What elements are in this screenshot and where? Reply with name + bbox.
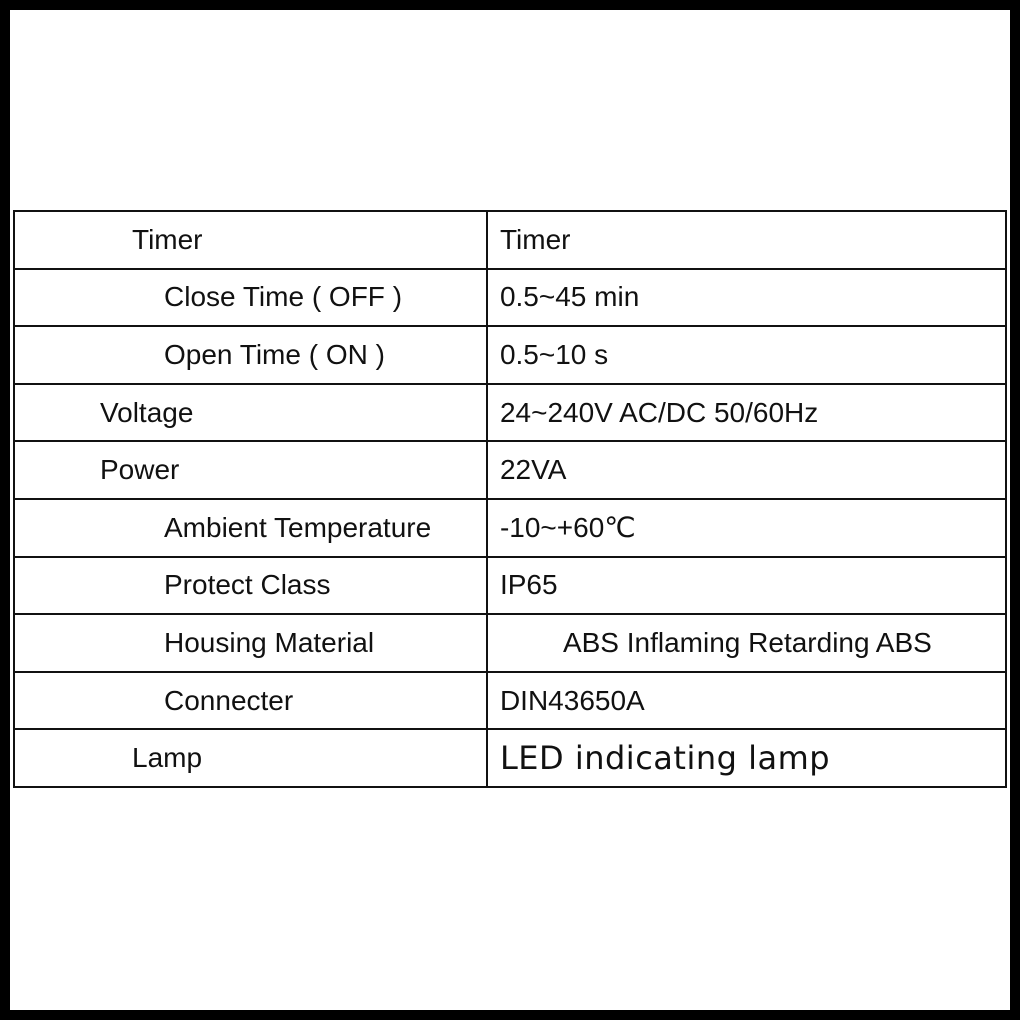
row-label-housing-material: Housing Material — [14, 614, 487, 672]
table-row — [14, 211, 1006, 269]
table-row — [14, 269, 1006, 327]
table-row — [14, 729, 1006, 787]
table-row — [14, 672, 1006, 730]
row-value-connecter: DIN43650A — [487, 672, 1006, 730]
table-row — [14, 326, 1006, 384]
row-value-ambient-temperature: -10~+60℃ — [487, 499, 1006, 557]
row-label-protect-class: Protect Class — [14, 557, 487, 615]
row-label-ambient-temperature: Ambient Temperature — [14, 499, 487, 557]
row-label-voltage: Voltage — [14, 384, 487, 442]
row-label-open-time: Open Time ( ON ) — [14, 326, 487, 384]
table-row — [14, 499, 1006, 557]
table-row — [14, 441, 1006, 499]
row-label-connecter: Connecter — [14, 672, 487, 730]
row-value-voltage: 24~240V AC/DC 50/60Hz — [487, 384, 1006, 442]
row-label-close-time: Close Time ( OFF ) — [14, 269, 487, 327]
row-label-power: Power — [14, 441, 487, 499]
row-value-power: 22VA — [487, 441, 1006, 499]
table-row — [14, 384, 1006, 442]
row-value-timer: Timer — [487, 211, 1006, 269]
table-row — [14, 614, 1006, 672]
row-label-timer: Timer — [14, 211, 487, 269]
row-value-close-time: 0.5~45 min — [487, 269, 1006, 327]
row-label-lamp: Lamp — [14, 729, 487, 787]
spec-table — [13, 210, 1007, 788]
row-value-lamp: LED indicating lamp — [487, 729, 1006, 787]
row-value-open-time: 0.5~10 s — [487, 326, 1006, 384]
table-row — [14, 557, 1006, 615]
row-value-housing-material: ABS Inflaming Retarding ABS — [487, 614, 1006, 672]
row-value-protect-class: IP65 — [487, 557, 1006, 615]
